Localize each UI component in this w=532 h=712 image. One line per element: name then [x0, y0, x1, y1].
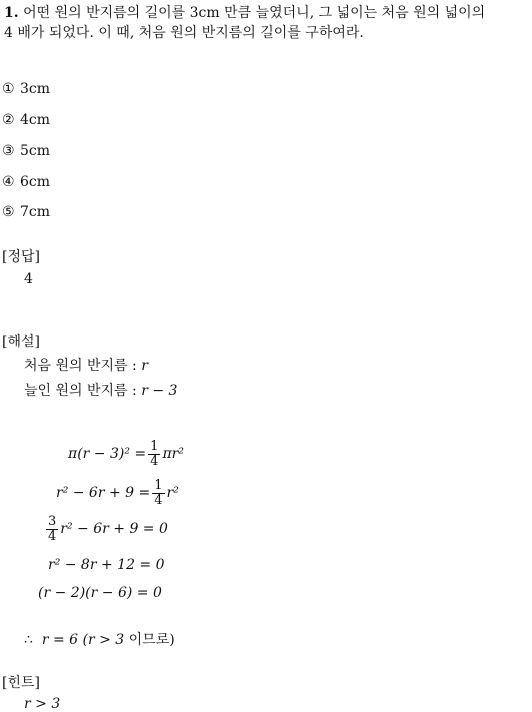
explanation-line-1: 처음 원의 반지름 : r [24, 358, 148, 374]
explanation-label: [해설] [2, 334, 40, 350]
equation-4: r² − 8r + 12 = 0 [48, 557, 165, 573]
fraction: $\frac{1}{4}$ [150, 439, 159, 469]
question-number: 1. [4, 5, 19, 21]
choice-mark: ④ [2, 174, 15, 190]
choice-2[interactable] [2, 112, 50, 128]
therefore-symbol: ∴ [24, 632, 33, 648]
choice-5[interactable] [2, 204, 50, 220]
fraction: $\frac{1}{4}$ [154, 478, 163, 508]
question-line-1 [4, 2, 485, 22]
question-line-2: 4 배가 되었다. 이 때, 처음 원의 반지름의 길이를 구하여라. [4, 25, 364, 41]
choice-text: 6cm [20, 174, 51, 190]
choice-mark: ③ [2, 143, 15, 159]
choice-text: 3cm [20, 81, 51, 97]
hint-value: r > 3 [24, 696, 61, 712]
equation-5: (r − 2)(r − 6) = 0 [38, 585, 162, 601]
choice-1[interactable] [2, 81, 50, 97]
conclusion: ∴ r = 6 (r > 3 이므로) [24, 632, 175, 648]
choice-4[interactable] [2, 174, 50, 190]
answer-label: [정답] [2, 249, 40, 265]
choice-text: 4cm [20, 112, 51, 128]
variable-r: r [141, 358, 148, 374]
choice-text: 5cm [20, 143, 51, 159]
equation-3: $\frac{3}{4}$ r² − 6r + 9 = 0 [48, 514, 168, 544]
equation-2: r² − 6r + 9 = $\frac{1}{4}$ r² [56, 478, 179, 508]
equation-1: π(r − 3)² = $\frac{1}{4}$ πr² [68, 439, 184, 469]
hint-label: [힌트] [2, 675, 40, 691]
explanation-line-2: 늘인 원의 반지름 : r − 3 [24, 383, 178, 399]
answer-value: 4 [24, 271, 33, 287]
choice-mark: ① [2, 81, 15, 97]
choice-text: 7cm [20, 204, 51, 220]
choice-mark: ② [2, 112, 15, 128]
fraction: $\frac{3}{4}$ [48, 514, 57, 544]
choice-mark: ⑤ [2, 204, 15, 220]
question-text-1: 어떤 원의 반지름의 길이를 3cm 만큼 늘였더니, 그 넓이는 처음 원의 넓이의 [18, 5, 486, 21]
choice-3[interactable] [2, 143, 50, 159]
